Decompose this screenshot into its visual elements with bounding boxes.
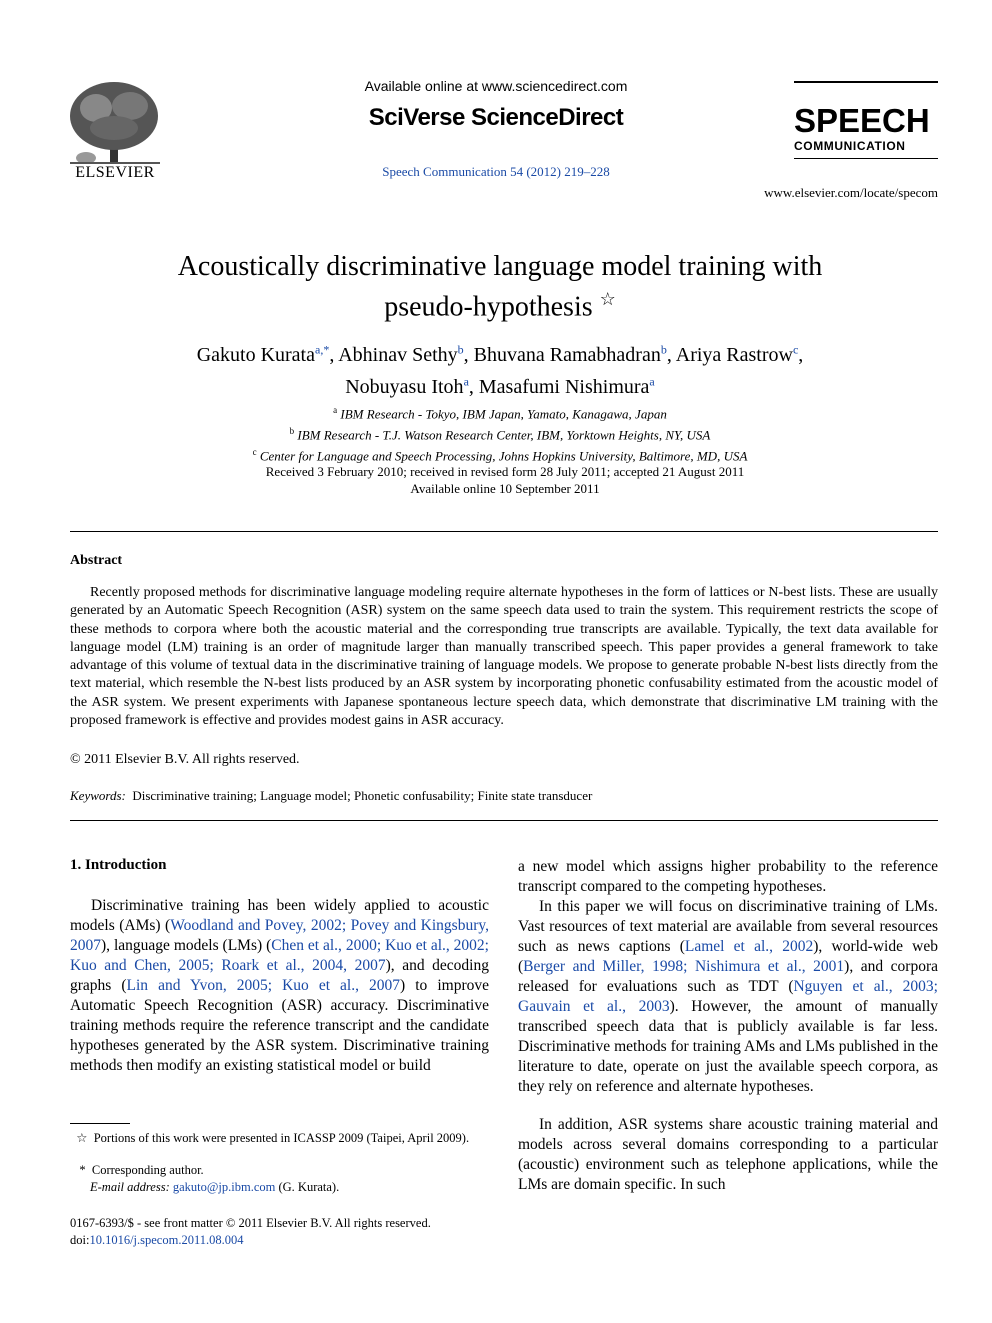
section-rule	[70, 531, 938, 532]
author: Bhuvana Ramabhadran$^b$,	[473, 342, 676, 366]
affiliation: $^c$ Center for Language and Speech Processing, Johns Hopkins University, Baltimore, MD, USA	[252, 446, 748, 463]
journal-citation[interactable]: Speech Communication 54 (2012) 219–228	[382, 164, 610, 179]
author-affiliation-mark[interactable]: a	[649, 374, 655, 389]
abstract-text: Recently proposed methods for discriminative language modeling require alternate hypotheses in the form of lattices or N-best lists. These are usually generated by an Automatic Speech Recognition (ASR) system on the same speech data used to train the system. This requirement restricts the scope of these methods to corpora where both the acoustic material and the corresponding true transcripts are available. Typically, the text data available for language model (LM) training is an order of magnitude larger than manually transcribed speech. This paper provides a general framework to take advantage of this volume of textual data in the discriminative training of language models. We propose to generate probable N-best lists directly from the text material, which resemble the N-best lists produced by an ASR system by incorporating phonetic confusability estimated from the acoustic model of the ASR system. We present experiments with Japanese spontaneous lecture speech data, which demonstrate that discriminative LM training with the proposed framework is effective and provides modest gains in ASR accuracy.	[70, 585, 938, 729]
email-link[interactable]: gakuto@jp.ibm.com	[172, 1180, 276, 1194]
intro-paragraph: In addition, ASR systems share acoustic training material and models across several domains corresponding to a particular (acoustic) environment such as telephone applications, while the LMs are domain specific. In such	[518, 1116, 938, 1193]
available-online: Available online at www.sciencedirect.com	[364, 78, 628, 94]
author-affiliation-mark[interactable]: a,*	[315, 342, 330, 356]
affiliations	[150, 402, 850, 464]
journal-title: SPEECH	[794, 102, 930, 139]
citation-link[interactable]: Chen et al., 2000; Kuo et al., 2002; Kuo and Chen, 2005; Roark et al., 2004, 2007	[70, 937, 489, 974]
received-dates: Received 3 February 2010; received in revised form 28 July 2011; accepted 21 August 2011	[265, 464, 745, 479]
issn-line: 0167-6393/$ - see front matter © 2011 Elsevier B.V. All rights reserved.	[70, 1216, 431, 1230]
citation-link[interactable]: Woodland and Povey, 2002; Povey and Kingsbury, 2007	[70, 917, 489, 954]
author: Ariya Rastrow$^c$,	[675, 342, 804, 366]
citation-link[interactable]: Lamel et al., 2002	[684, 938, 814, 955]
platform-name: SciVerse ScienceDirect	[368, 104, 624, 131]
intro-paragraph: a new model which assigns higher probability to the reference transcript compared to the competing hypotheses.	[518, 858, 938, 895]
author-affiliation-mark[interactable]: a	[463, 374, 469, 389]
author: Abhinav Sethy$^b$,	[338, 342, 474, 366]
footnote: * Corresponding author.	[79, 1163, 204, 1177]
author-affiliation-mark[interactable]: c	[792, 342, 799, 356]
keywords	[70, 788, 592, 804]
journal-subtitle: COMMUNICATION	[794, 139, 906, 153]
author: Gakuto Kurata$^{a,*}$,	[196, 342, 339, 366]
author-affiliation-mark[interactable]: b	[457, 342, 464, 356]
author-affiliation-mark[interactable]: b	[660, 342, 667, 356]
affiliation: $^b$ IBM Research - T.J. Watson Research Center, IBM, Yorktown Heights, NY, USA	[289, 425, 711, 443]
section-rule	[70, 820, 938, 821]
article-title	[100, 250, 900, 323]
title-line-1: Acoustically discriminative language model training with	[177, 251, 823, 282]
title-line-2: pseudo-hypothesis	[384, 291, 593, 323]
doi-link[interactable]: 10.1016/j.specom.2011.08.004	[89, 1233, 244, 1247]
footnote-mark: ☆	[76, 1131, 88, 1145]
citation-link[interactable]: Berger and Miller, 1998; Nishimura et al., 2001	[523, 958, 845, 975]
citation-link[interactable]: Lin and Yvon, 2005; Kuo et al., 2007	[126, 977, 401, 994]
journal-homepage[interactable]: www.elsevier.com/locate/specom	[764, 185, 938, 200]
available-date: Available online 10 September 2011	[410, 481, 600, 496]
publisher-name: ELSEVIER	[75, 164, 155, 181]
intro-paragraph: In this paper we will focus on discriminative training of LMs. Vast resources of text material are available from several resources such as news captions (Lamel et al., 2002), world-wide web (Berger and Miller, 1998; Nishimura et al., 2001), and corpora released for evaluations such as TDT (Nguyen et al., 2003; Gauvain et al., 2003). However, the amount of manually transcribed speech data that is publicly available is far less. Discriminative methods for training AMs and LMs published in the literature to date, operate on just the available speech corpora, as they rely on reference and alternate hypotheses.	[518, 898, 939, 1095]
affiliation: $^a$ IBM Research - Tokyo, IBM Japan, Yamato, Kanagawa, Japan	[333, 405, 667, 422]
email-footnote: E-mail address: gakuto@jp.ibm.com (G. Kurata).	[90, 1180, 340, 1194]
section-heading: 1. Introduction	[70, 857, 167, 873]
abstract-heading: Abstract	[70, 553, 123, 568]
citation-link[interactable]: Nguyen et al., 2003; Gauvain et al., 2003	[518, 978, 938, 1015]
journal-rule	[794, 158, 938, 159]
intro-paragraph: Discriminative training has been widely applied to acoustic models (AMs) (Woodland and Povey, 2002; Povey and Kingsbury, 2007), language models (LMs) (Chen et al., 2000; Kuo et al., 2002; Kuo and Chen, 2005; Roark et al., 2004, 2007), and decoding graphs (Lin and Yvon, 2005; Kuo et al., 2007) to improve Automatic Speech Recognition (ASR) accuracy. Discriminative training methods require the reference transcript and the candidate hypotheses generated by the ASR system. Discriminative training methods then modify an existing statistical model or build	[70, 897, 490, 1074]
footnote-rule	[70, 1123, 130, 1124]
footnote-mark: *	[79, 1163, 86, 1177]
copyright: © 2011 Elsevier B.V. All rights reserved.	[70, 752, 300, 767]
article-dates	[150, 463, 860, 497]
journal-rule	[794, 81, 938, 83]
title-footnote-mark[interactable]: ☆	[599, 289, 616, 309]
author: Nobuyasu Itoh$^a$,	[345, 374, 479, 399]
keywords-list: Discriminative training; Language model; Phonetic confusability; Finite state transducer	[132, 788, 593, 803]
author-list	[60, 336, 940, 401]
elsevier-logo	[66, 78, 164, 186]
author: Masafumi Nishimura$^a$	[478, 374, 655, 399]
keywords-label: Keywords:	[70, 788, 126, 803]
footnote: ☆ Portions of this work were presented in ICASSP 2009 (Taipei, April 2009).	[76, 1131, 470, 1145]
doi-line: doi:10.1016/j.specom.2011.08.004	[70, 1233, 244, 1247]
